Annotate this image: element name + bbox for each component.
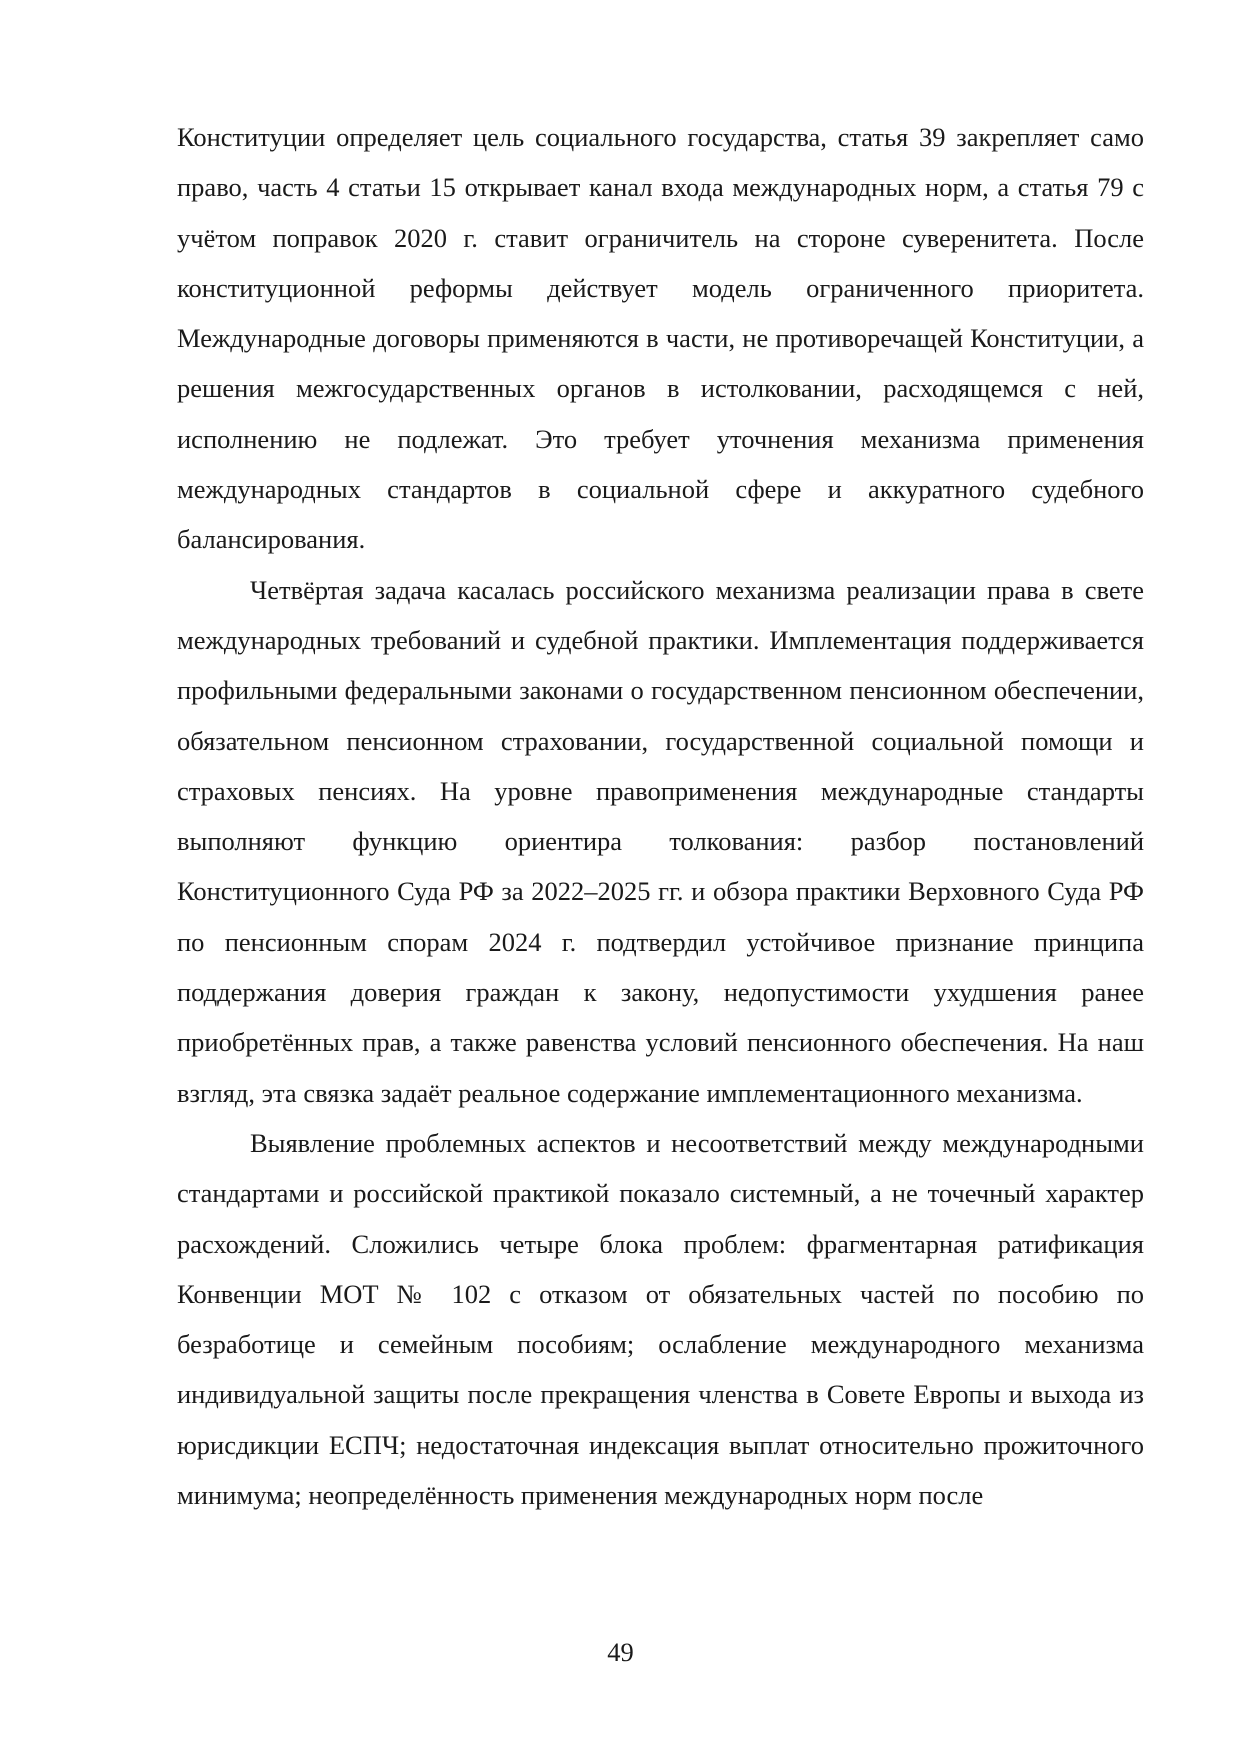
body-text <box>177 112 1144 1520</box>
page-number: 49 <box>607 1637 634 1667</box>
paragraph-3: Выявление проблемных аспектов и несоответствий между международными стандартами и российской практикой показало системный, а не точечный характер расхождений. Сложились четыре блока проблем: фрагментарная ратификация Конвенции МОТ № 102 с отказом от обязательных частей по пособию по безработице и семейным пособиям; ослабление международного механизма индивидуальной защиты после прекращения членства в Совете Европы и выхода из юрисдикции ЕСПЧ; недостаточная индексация выплат относительно прожиточного минимума; неопределённость применения международных норм после <box>177 1127 1144 1511</box>
paragraph-2: Четвёртая задача касалась российского механизма реализации права в свете международных требований и судебной практики. Имплементация поддерживается профильными федеральными законами о государственном пенсионном обеспечении, обязательном пенсионном страховании, государственной социальной помощи и страховых пенсиях. На уровне правоприменения международные стандарты выполняют функцию ориентира толкования: разбор постановлений Конституционного Суда РФ за 2022–2025 гг. и обзора практики Верховного Суда РФ по пенсионным спорам 2024 г. подтвердил устойчивое признание принципа поддержания доверия граждан к закону, недопустимости ухудшения ранее приобретённых прав, а также равенства условий пенсионного обеспечения. На наш взгляд, эта связка задаёт реальное содержание имплементационного механизма. <box>177 574 1144 1108</box>
paragraph-1: Конституции определяет цель социального государства, статья 39 закрепляет само право, часть 4 статьи 15 открывает канал входа международных норм, а статья 79 с учётом поправок 2020 г. ставит ограничитель на стороне суверенитета. После конституционной реформы действует модель ограниченного приоритета. Международные договоры применяются в части, не противоречащей Конституции, а решения межгосударственных органов в истолковании, расходящемся с ней, исполнению не подлежат. Это требует уточнения механизма применения международных стандартов в социальной сфере и аккуратного судебного балансирования. <box>177 122 1144 555</box>
